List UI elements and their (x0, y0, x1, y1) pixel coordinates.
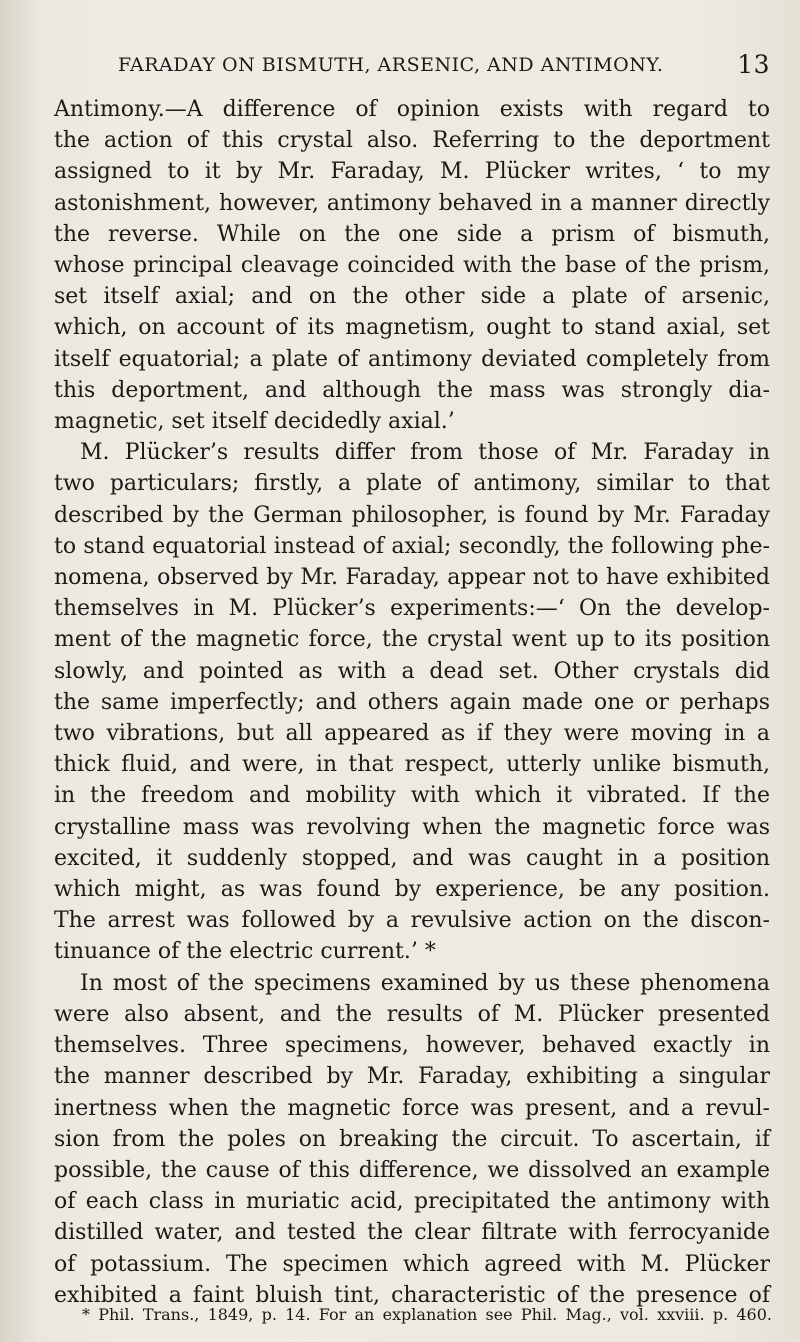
text-line: assigned to it by Mr. Faraday, M. Plücker writes, ‘ to my (54, 159, 770, 185)
text-line: slowly, and pointed as with a dead set. Other crystals did (54, 658, 770, 684)
text-line: possible, the cause of this difference, we dissolved an example (54, 1157, 770, 1183)
text-line: described by the German philosopher, is found by Mr. Faraday (54, 502, 770, 528)
text-line: inertness when the magnetic force was present, and a revul- (54, 1095, 770, 1121)
paragraph-plucker-results (54, 437, 770, 967)
text-line: two vibrations, but all appeared as if they were moving in a (54, 721, 770, 747)
text-line: themselves. Three specimens, however, behaved exactly in (54, 1033, 770, 1059)
text-line: thick fluid, and were, in that respect, utterly unlike bismuth, (54, 752, 770, 778)
text-line: distilled water, and tested the clear filtrate with ferrocyanide (54, 1220, 770, 1246)
text-line: crystalline mass was revolving when the magnetic force was (54, 814, 770, 840)
text-line: in the freedom and mobility with which it vibrated. If the (54, 783, 770, 809)
text-line: the reverse. While on the one side a prism of bismuth, (54, 221, 770, 247)
text-line: In most of the specimens examined by us these phenomena (80, 970, 770, 996)
text-line: the manner described by Mr. Faraday, exhibiting a singular (54, 1064, 770, 1090)
text-line: ment of the magnetic force, the crystal went up to its position (54, 627, 770, 653)
text-line: itself equatorial; a plate of antimony deviated completely from (54, 346, 770, 372)
text-line: The arrest was followed by a revulsive action on the discon- (54, 908, 770, 934)
text-line: of potassium. The specimen which agreed with M. Plücker (54, 1251, 770, 1277)
text-line: the action of this crystal also. Referring to the deportment (54, 128, 770, 154)
body-text (54, 94, 770, 1311)
text-line: of each class in muriatic acid, precipitated the antimony with (54, 1189, 770, 1215)
text-line: magnetic, set itself decidedly axial.’ (54, 409, 455, 435)
text-line: nomena, observed by Mr. Faraday, appear not to have exhibited (54, 565, 770, 591)
text-line: M. Plücker’s results differ from those of Mr. Faraday in (80, 440, 770, 466)
paragraph-antimony (54, 94, 770, 437)
text-line: two particulars; firstly, a plate of antimony, similar to that (54, 471, 770, 497)
running-title: FARADAY ON BISMUTH, ARSENIC, AND ANTIMONY. (118, 54, 664, 76)
text-line: which might, as was found by experience, be any position. (54, 877, 770, 903)
text-line: set itself axial; and on the other side a plate of arsenic, (54, 284, 770, 310)
text-line: astonishment, however, antimony behaved in a manner directly (54, 190, 770, 216)
text-line: whose principal cleavage coincided with the base of the prism, (54, 253, 770, 279)
text-line: the same imperfectly; and others again made one or perhaps (54, 689, 770, 715)
text-line: themselves in M. Plücker’s experiments:—‘ On the develop- (54, 596, 770, 622)
text-line: exhibited a faint bluish tint, characteristic of the presence of (54, 1282, 770, 1308)
text-line: this deportment, and although the mass was strongly dia- (54, 377, 770, 403)
footnote: * Phil. Trans., 1849, p. 14. For an explanation see Phil. Mag., vol. xxviii. p. 460. (82, 1305, 772, 1324)
text-line: tinuance of the electric current.’ * (54, 939, 436, 965)
text-line: Antimony.—A difference of opinion exists with regard to (54, 97, 770, 122)
text-line: excited, it suddenly stopped, and was caught in a position (54, 845, 770, 871)
paragraph-specimens (54, 968, 770, 1311)
text-line: to stand equatorial instead of axial; secondly, the following phe- (54, 533, 770, 559)
text-line: sion from the poles on breaking the circuit. To ascertain, if (54, 1126, 770, 1152)
text-line: were also absent, and the results of M. Plücker presented (54, 1001, 770, 1027)
text-line: which, on account of its magnetism, ought to stand axial, set (54, 315, 770, 341)
page-number: 13 (737, 50, 770, 79)
